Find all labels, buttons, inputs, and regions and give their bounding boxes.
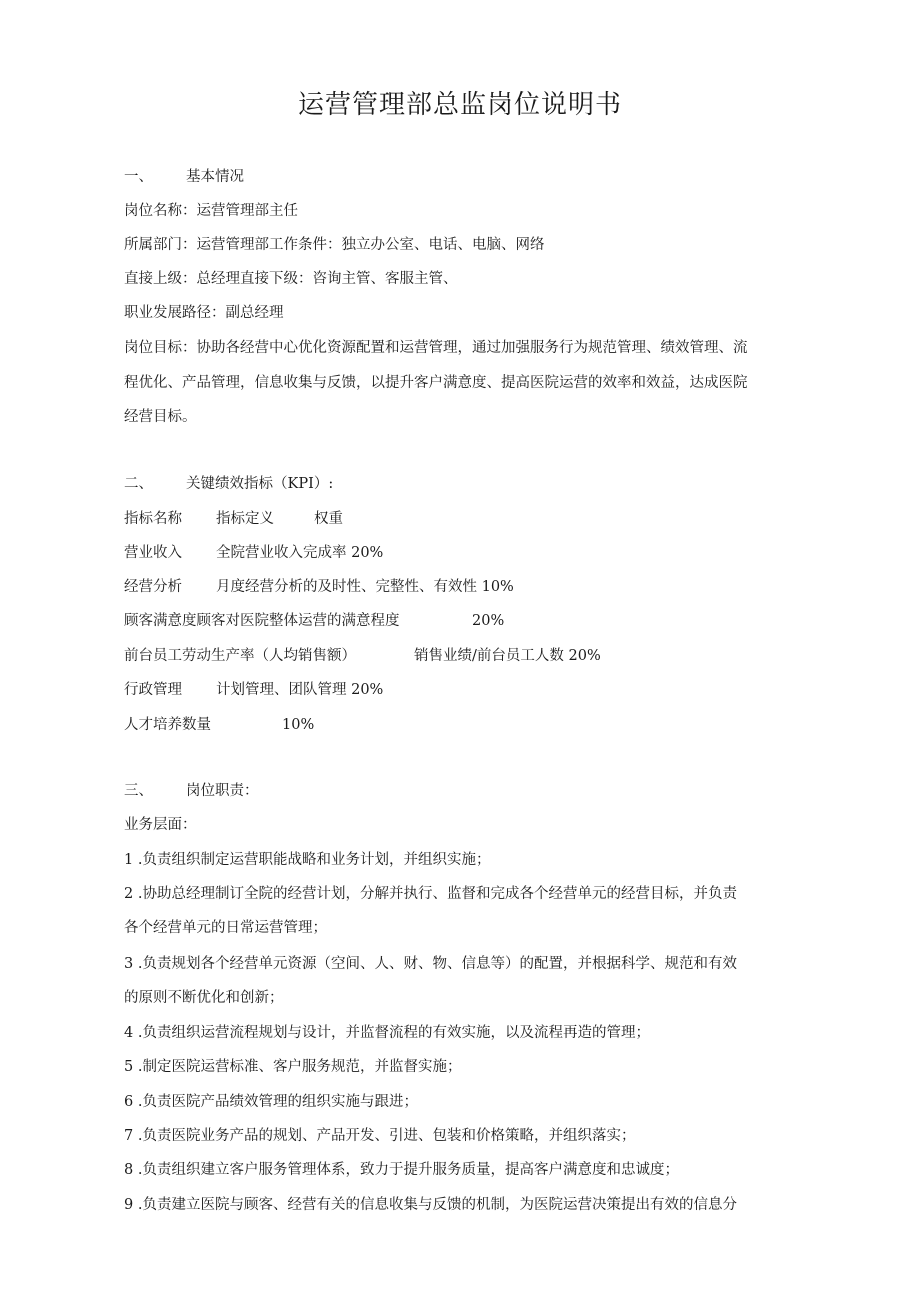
duty-item: 3 .负责规划各个经营单元资源（空间、人、财、物、信息等）的配置，并根据科学、规范和有效	[124, 956, 737, 972]
kpi-name: 人才培养数量	[124, 717, 211, 733]
info-line: 岗位目标：协助各经营中心优化资源配置和运营管理，通过加强服务行为规范管理、绩效管理、流	[124, 340, 748, 356]
duty-item: 8 .负责组织建立客户服务管理体系，致力于提升服务质量，提高客户满意度和忠诚度；	[124, 1162, 679, 1178]
duty-item: 5 .制定医院运营标准、客户服务规范，并监督实施；	[124, 1059, 462, 1075]
info-line: 岗位名称：运营管理部主任	[124, 203, 298, 219]
subheading: 业务层面：	[124, 817, 197, 833]
section-number: 三、	[124, 783, 153, 799]
kpi-name: 顾客满意度顾客对医院整体运营的满意程度	[124, 613, 400, 629]
kpi-row	[124, 715, 314, 735]
duty-item: 7 .负责医院业务产品的规划、产品开发、引进、包装和价格策略，并组织落实；	[124, 1128, 636, 1144]
section-number: 一、	[124, 169, 153, 185]
kpi-definition: 全院营业收入完成率 20%	[216, 545, 384, 561]
page-title: 运营管理部总监岗位说明书	[297, 90, 622, 120]
info-line: 直接上级：总经理直接下级：咨询主管、客服主管、	[124, 271, 458, 287]
info-line: 职业发展路径：副总经理	[124, 305, 284, 321]
kpi-row	[124, 543, 383, 563]
section-2-heading	[124, 474, 333, 494]
info-line: 所属部门：运营管理部工作条件：独立办公室、电话、电脑、网络	[124, 237, 545, 253]
duty-item: 9 .负责建立医院与顾客、经营有关的信息收集与反馈的机制，为医院运营决策提出有效的信息分	[124, 1197, 737, 1213]
kpi-name: 经营分析	[124, 579, 182, 595]
duty-item: 的原则不断优化和创新；	[124, 990, 284, 1006]
section-title: 基本情况	[186, 169, 244, 185]
kpi-name: 营业收入	[124, 545, 182, 561]
kpi-definition: 20%	[472, 613, 505, 629]
duty-item: 4 .负责组织运营流程规划与设计，并监督流程的有效实施，以及流程再造的管理；	[124, 1025, 650, 1041]
kpi-definition: 月度经营分析的及时性、完整性、有效性 10%	[216, 579, 514, 595]
section-3-heading	[124, 781, 259, 801]
info-line: 经营目标。	[124, 409, 197, 425]
kpi-row	[124, 611, 504, 631]
duty-item: 1 .负责组织制定运营职能战略和业务计划，并组织实施；	[124, 852, 491, 868]
section-number: 二、	[124, 476, 153, 492]
kpi-definition: 计划管理、团队管理 20%	[216, 682, 384, 698]
kpi-header-definition: 指标定义	[216, 511, 274, 527]
kpi-header-row	[124, 509, 343, 529]
section-title: 关键绩效指标（KPI）:	[186, 476, 334, 492]
kpi-row	[124, 680, 383, 700]
kpi-name: 行政管理	[124, 682, 182, 698]
duty-item: 各个经营单元的日常运营管理；	[124, 920, 327, 936]
kpi-definition: 10%	[282, 717, 315, 733]
kpi-name: 前台员工劳动生产率（人均销售额）	[124, 648, 356, 664]
kpi-header-weight: 权重	[314, 511, 343, 527]
info-line: 程优化、产品管理，信息收集与反馈，以提升客户满意度、提高医院运营的效率和效益，达成医院	[124, 375, 748, 391]
section-title: 岗位职责：	[186, 783, 259, 799]
kpi-definition: 销售业绩/前台员工人数 20%	[414, 648, 601, 664]
duty-item: 2 .协助总经理制订全院的经营计划，分解并执行、监督和完成各个经营单元的经营目标，并负责	[124, 886, 737, 902]
duty-item: 6 .负责医院产品绩效管理的组织实施与跟进；	[124, 1094, 418, 1110]
kpi-row	[124, 577, 514, 597]
kpi-header-name: 指标名称	[124, 511, 182, 527]
kpi-row	[124, 646, 601, 666]
section-1-heading	[124, 167, 244, 187]
